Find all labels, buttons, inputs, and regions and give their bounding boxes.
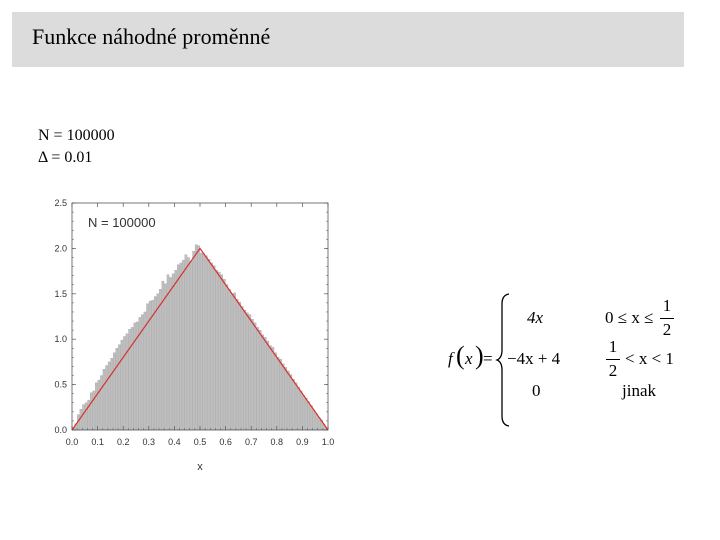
bin-width-label: Δ = 0.01 — [38, 149, 93, 166]
histogram-bar — [80, 409, 82, 430]
histogram-bar — [223, 279, 225, 430]
y-tick-label: 1.5 — [54, 288, 67, 299]
histogram-bar — [277, 357, 279, 430]
case2-expression: −4x + 4 — [507, 349, 561, 368]
histogram-bar — [121, 340, 123, 430]
formula-open-paren: ( — [456, 341, 465, 370]
case1-fraction-denominator: 2 — [662, 320, 672, 339]
histogram-bar — [213, 266, 215, 430]
histogram-bar — [180, 263, 182, 430]
histogram-bar — [280, 359, 282, 430]
histogram-bar — [236, 299, 238, 430]
x-tick-label: 0.8 — [270, 437, 284, 447]
histogram-bar — [129, 329, 131, 430]
histogram-bar — [290, 375, 292, 430]
y-tick-label: 0.5 — [54, 379, 67, 390]
histogram-bar — [267, 341, 269, 430]
chart-title: N = 100000 — [88, 215, 156, 230]
histogram-bar — [98, 380, 100, 430]
x-tick-label: 0.0 — [65, 437, 79, 447]
case2-fraction-denominator: 2 — [608, 361, 618, 380]
formula-function-name: f — [448, 349, 453, 368]
histogram-bar — [228, 289, 230, 430]
histogram-bar — [100, 376, 102, 430]
histogram-bar — [123, 336, 125, 430]
y-tick-label: 0.0 — [54, 425, 67, 435]
x-tick-label: 0.5 — [193, 437, 207, 447]
histogram-bar — [249, 315, 251, 430]
page-title: Funkce náhodné proměnné — [32, 24, 271, 49]
x-tick-label: 0.3 — [142, 437, 156, 447]
case3-condition: jinak — [622, 381, 656, 400]
histogram-bar — [85, 403, 87, 430]
histogram-bar — [257, 327, 259, 430]
histogram-bar — [208, 259, 210, 430]
sample-count-label: N = 100000 — [38, 127, 115, 144]
histogram-bar — [218, 272, 220, 430]
histogram-bar — [144, 312, 146, 430]
histogram-bar — [182, 260, 184, 430]
histogram-bar — [308, 402, 310, 430]
x-tick-label: 0.1 — [91, 437, 104, 447]
histogram-bar — [221, 275, 223, 430]
histogram-bar — [190, 261, 192, 430]
y-tick-label: 1.0 — [54, 334, 67, 345]
histogram-bar — [205, 256, 207, 430]
formula-close-paren: ) — [475, 341, 484, 370]
histogram-bar — [313, 410, 315, 430]
histogram-bar — [264, 337, 266, 430]
histogram-bar — [82, 405, 84, 430]
histogram-bar — [262, 335, 264, 430]
case2-condition: < x < 1 — [625, 349, 674, 368]
x-tick-label: 0.4 — [168, 437, 181, 447]
histogram-bar — [244, 310, 246, 430]
histogram-bar — [259, 330, 261, 430]
case3-expression: 0 — [532, 381, 541, 400]
histogram-bar — [90, 393, 92, 430]
histogram-bar — [162, 281, 164, 430]
x-tick-label: 0.9 — [296, 437, 309, 447]
histogram-bar — [154, 297, 156, 430]
x-tick-label: 1.0 — [321, 437, 335, 447]
histogram-bar — [164, 284, 166, 430]
histogram-bar — [233, 293, 235, 430]
histogram-bar — [300, 391, 302, 430]
histogram-bar — [200, 253, 202, 430]
histogram-bar — [195, 245, 197, 430]
histogram-bar — [175, 270, 177, 430]
histogram-bar — [315, 414, 317, 430]
histogram-bar — [282, 364, 284, 430]
histogram-bar — [310, 405, 312, 430]
histogram-bar — [177, 265, 179, 430]
histogram-bar — [116, 348, 118, 430]
histogram-bar — [303, 395, 305, 430]
case2-fraction-numerator: 1 — [608, 337, 618, 356]
x-axis-label: x — [197, 461, 203, 473]
y-tick-label: 2.0 — [54, 243, 67, 254]
histogram-bar — [251, 319, 253, 430]
histogram-bar — [169, 277, 171, 430]
x-tick-label: 0.7 — [244, 437, 258, 447]
x-tick-label: 0.6 — [219, 437, 232, 447]
histogram-bar — [126, 334, 128, 430]
histogram-bar — [285, 367, 287, 430]
histogram-bar — [216, 270, 218, 430]
histogram-bar — [226, 285, 228, 430]
formula-variable: x — [465, 349, 473, 368]
histogram-bar — [198, 246, 200, 430]
histogram-bar — [167, 275, 169, 430]
histogram-bar — [103, 369, 105, 430]
histogram-bar — [193, 251, 195, 430]
histogram-bar — [246, 313, 248, 430]
density-line — [72, 248, 328, 430]
histogram-bar — [295, 383, 297, 430]
histogram-bar — [274, 353, 276, 430]
plot-frame — [72, 203, 328, 430]
case1-expression: 4x — [527, 308, 544, 327]
formula-equals: = — [483, 349, 493, 368]
histogram-bar — [292, 379, 294, 430]
y-tick-label: 2.5 — [54, 198, 67, 208]
histogram-bar — [152, 300, 154, 430]
histogram-bar — [95, 383, 97, 430]
histogram-bar — [93, 391, 95, 430]
histogram-bar — [172, 274, 174, 430]
case1-condition: 0 ≤ x ≤ — [605, 308, 654, 327]
histogram-bar — [241, 307, 243, 430]
histogram-bar — [305, 398, 307, 430]
histogram-bar — [108, 362, 110, 430]
histogram-bar — [159, 289, 161, 430]
histogram-bar — [254, 323, 256, 430]
histogram-bar — [272, 347, 274, 430]
histogram-bar — [111, 358, 113, 430]
histogram-bar — [105, 366, 107, 430]
case1-fraction-numerator: 1 — [662, 296, 672, 315]
histogram-bar — [210, 263, 212, 430]
histogram-bar — [157, 294, 159, 430]
histogram-bar — [239, 302, 241, 430]
histogram-bar — [203, 254, 205, 430]
histogram-bar — [269, 346, 271, 430]
histogram-bar — [113, 353, 115, 430]
histogram-bar — [187, 257, 189, 430]
histogram-bar — [297, 387, 299, 430]
histogram-bar — [287, 371, 289, 430]
histogram-bar — [231, 294, 233, 430]
histogram-bar — [185, 255, 187, 430]
histogram-bar — [118, 345, 120, 430]
x-tick-label: 0.2 — [116, 437, 130, 447]
